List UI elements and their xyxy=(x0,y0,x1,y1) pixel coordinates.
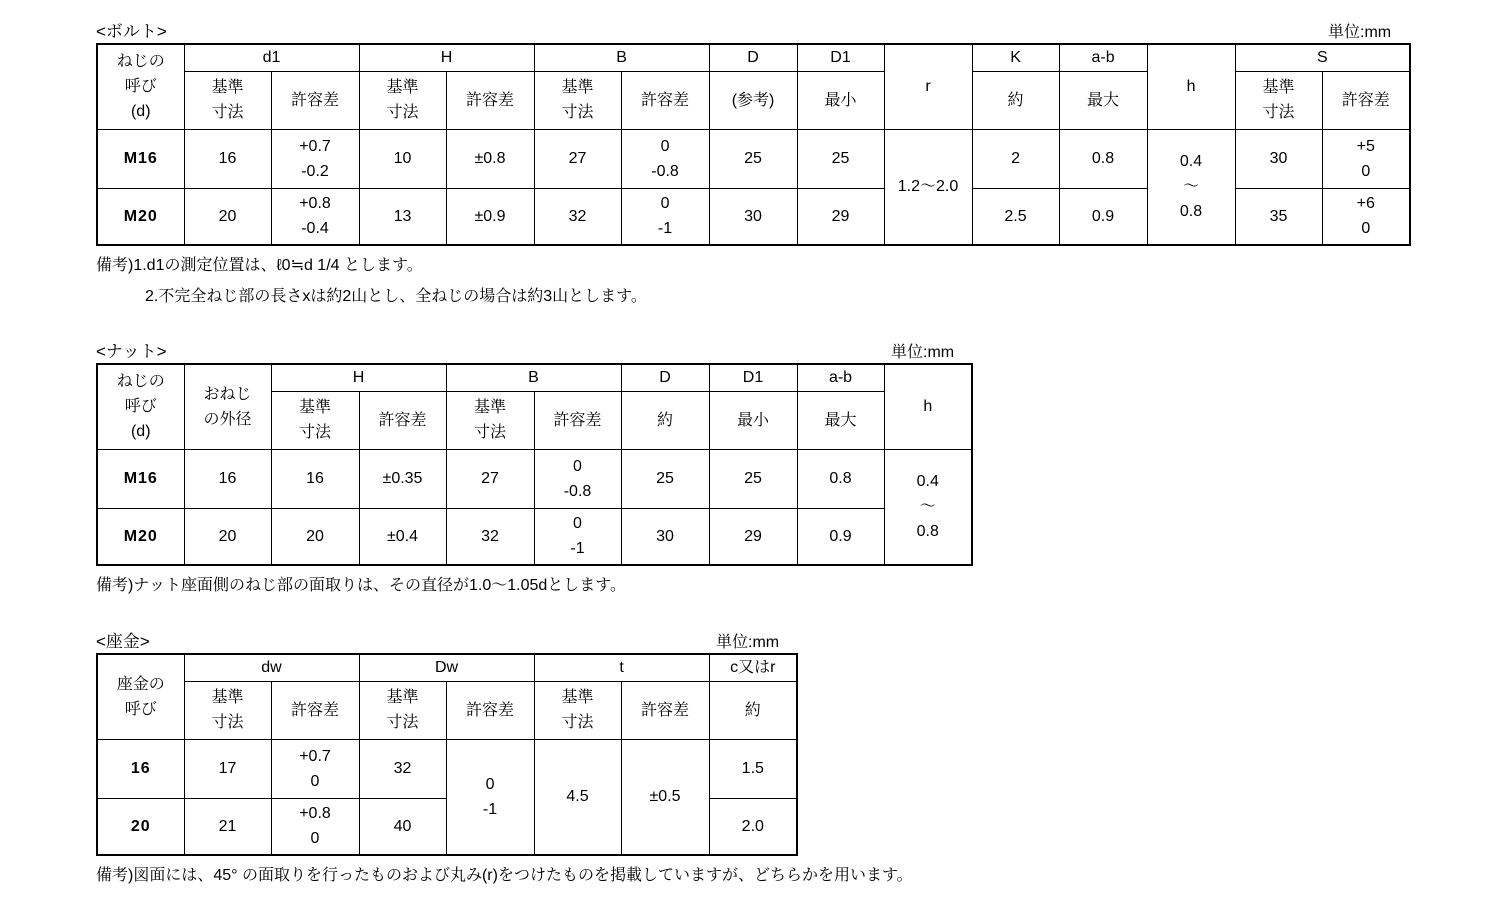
cell: 0 -0.8 xyxy=(621,129,709,188)
header-row xyxy=(97,681,797,739)
cell: 0 -1 xyxy=(534,508,621,565)
table-row xyxy=(97,129,1410,188)
cell: 32 xyxy=(359,739,446,798)
cell: 25 xyxy=(709,449,797,508)
cell: 30 xyxy=(709,188,797,245)
nut-title: <ナット> xyxy=(96,342,167,361)
header-cell: H xyxy=(359,44,534,71)
header-cell: 基準 寸法 xyxy=(184,71,271,129)
header-cell: d1 xyxy=(184,44,359,71)
cell: 21 xyxy=(184,798,271,855)
header-cell: 最小 xyxy=(797,71,884,129)
cell: +6 0 xyxy=(1322,188,1410,245)
header-cell: t xyxy=(534,654,709,681)
header-cell: 基準 寸法 xyxy=(534,71,621,129)
cell: 40 xyxy=(359,798,446,855)
header-cell: ねじの 呼び (d) xyxy=(97,364,184,449)
header-cell: h xyxy=(884,364,972,449)
header-cell: 基準 寸法 xyxy=(359,681,446,739)
header-cell: 約 xyxy=(972,71,1059,129)
header-cell: ねじの 呼び (d) xyxy=(97,44,184,129)
cell: 20 xyxy=(184,508,271,565)
header-cell: D1 xyxy=(797,44,884,71)
cell: +0.8 0 xyxy=(271,798,359,855)
cell: 20 xyxy=(271,508,359,565)
cell: 2.5 xyxy=(972,188,1059,245)
header-cell: 基準 寸法 xyxy=(271,391,359,449)
cell: 1.5 xyxy=(709,739,797,798)
cell: +5 0 xyxy=(1322,129,1410,188)
header-cell: (参考) xyxy=(709,71,797,129)
washer-note: 備考)図面には、45° の面取りを行ったものおよび丸み(r)をつけたものを掲載していますが、どちらかを用います。 xyxy=(96,867,913,884)
header-cell: S xyxy=(1235,44,1410,71)
nut-note: 備考)ナット座面側のねじ部の面取りは、その直径が1.0～1.05dとします。 xyxy=(96,577,627,594)
header-cell: 基準 寸法 xyxy=(446,391,534,449)
cell: +0.8 -0.4 xyxy=(271,188,359,245)
header-cell: D1 xyxy=(709,364,797,391)
cell: 32 xyxy=(534,188,621,245)
table-row xyxy=(97,449,972,508)
washer-unit: 単位:mm xyxy=(716,634,780,651)
header-row xyxy=(97,364,972,391)
cell: 0.9 xyxy=(797,508,884,565)
cell: 0.8 xyxy=(1059,129,1147,188)
table-row xyxy=(97,508,972,565)
header-cell: 基準 寸法 xyxy=(359,71,446,129)
cell: ±0.8 xyxy=(446,129,534,188)
header-cell: H xyxy=(271,364,446,391)
header-cell: D xyxy=(709,44,797,71)
header-cell: B xyxy=(534,44,709,71)
nut-unit: 単位:mm xyxy=(891,344,955,361)
bolt-table xyxy=(96,43,1411,246)
header-cell: 許容差 xyxy=(446,71,534,129)
size-cell: 20 xyxy=(97,798,184,855)
header-cell: dw xyxy=(184,654,359,681)
cell: 35 xyxy=(1235,188,1322,245)
cell: 4.5 xyxy=(534,739,621,855)
cell: 16 xyxy=(184,129,271,188)
header-cell: 約 xyxy=(621,391,709,449)
header-cell: 許容差 xyxy=(446,681,534,739)
cell: 25 xyxy=(709,129,797,188)
cell: ±0.35 xyxy=(359,449,446,508)
table-row xyxy=(97,739,797,798)
cell: 30 xyxy=(1235,129,1322,188)
cell: 29 xyxy=(797,188,884,245)
header-cell: 許容差 xyxy=(534,391,621,449)
cell: 0 -1 xyxy=(446,739,534,855)
cell: 0.4 ～ 0.8 xyxy=(884,449,972,565)
cell: 0 -0.8 xyxy=(534,449,621,508)
size-cell: M20 xyxy=(97,188,184,245)
cell: +0.7 -0.2 xyxy=(271,129,359,188)
cell: 1.2～2.0 xyxy=(884,129,972,245)
cell: +0.7 0 xyxy=(271,739,359,798)
cell: 29 xyxy=(709,508,797,565)
cell: 32 xyxy=(446,508,534,565)
header-cell: a-b xyxy=(1059,44,1147,71)
cell: 27 xyxy=(446,449,534,508)
header-row xyxy=(97,44,1410,71)
header-cell: D xyxy=(621,364,709,391)
header-cell: c又はr xyxy=(709,654,797,681)
header-cell: 最大 xyxy=(797,391,884,449)
cell: 16 xyxy=(271,449,359,508)
size-cell: 16 xyxy=(97,739,184,798)
header-cell: 最大 xyxy=(1059,71,1147,129)
cell: 30 xyxy=(621,508,709,565)
cell: 10 xyxy=(359,129,446,188)
header-cell: 基準 寸法 xyxy=(1235,71,1322,129)
size-cell: M16 xyxy=(97,449,184,508)
header-cell: 許容差 xyxy=(621,71,709,129)
header-cell: おねじ の外径 xyxy=(184,364,271,449)
nut-table xyxy=(96,363,973,566)
cell: ±0.4 xyxy=(359,508,446,565)
size-cell: M16 xyxy=(97,129,184,188)
bolt-note-1: 備考)1.d1の測定位置は、ℓ0≒d 1/4 とします。 xyxy=(96,257,423,274)
header-cell: Dw xyxy=(359,654,534,681)
header-cell: 基準 寸法 xyxy=(184,681,271,739)
cell: 27 xyxy=(534,129,621,188)
cell: 0.4 ～ 0.8 xyxy=(1147,129,1235,245)
cell: ±0.9 xyxy=(446,188,534,245)
cell: 0.8 xyxy=(797,449,884,508)
washer-title: <座金> xyxy=(96,632,150,651)
cell: 0.9 xyxy=(1059,188,1147,245)
header-row xyxy=(97,654,797,681)
cell: 2 xyxy=(972,129,1059,188)
header-cell: 約 xyxy=(709,681,797,739)
bolt-title: <ボルト> xyxy=(96,22,167,41)
header-cell: h xyxy=(1147,44,1235,129)
header-cell: 座金の 呼び xyxy=(97,654,184,739)
cell: 16 xyxy=(184,449,271,508)
header-cell: 基準 寸法 xyxy=(534,681,621,739)
header-cell: r xyxy=(884,44,972,129)
washer-table xyxy=(96,653,798,856)
header-cell: a-b xyxy=(797,364,884,391)
cell: 2.0 xyxy=(709,798,797,855)
header-cell: 許容差 xyxy=(1322,71,1410,129)
header-cell: 許容差 xyxy=(271,681,359,739)
header-cell: K xyxy=(972,44,1059,71)
header-cell: 許容差 xyxy=(359,391,446,449)
header-cell: B xyxy=(446,364,621,391)
cell: 25 xyxy=(797,129,884,188)
header-cell: 許容差 xyxy=(621,681,709,739)
cell: 25 xyxy=(621,449,709,508)
cell: ±0.5 xyxy=(621,739,709,855)
header-cell: 最小 xyxy=(709,391,797,449)
cell: 17 xyxy=(184,739,271,798)
bolt-note-2: 2.不完全ねじ部の長さxは約2山とし、全ねじの場合は約3山とします。 xyxy=(145,288,647,305)
bolt-unit: 単位:mm xyxy=(1328,24,1392,41)
cell: 0 -1 xyxy=(621,188,709,245)
size-cell: M20 xyxy=(97,508,184,565)
cell: 13 xyxy=(359,188,446,245)
header-cell: 許容差 xyxy=(271,71,359,129)
cell: 20 xyxy=(184,188,271,245)
